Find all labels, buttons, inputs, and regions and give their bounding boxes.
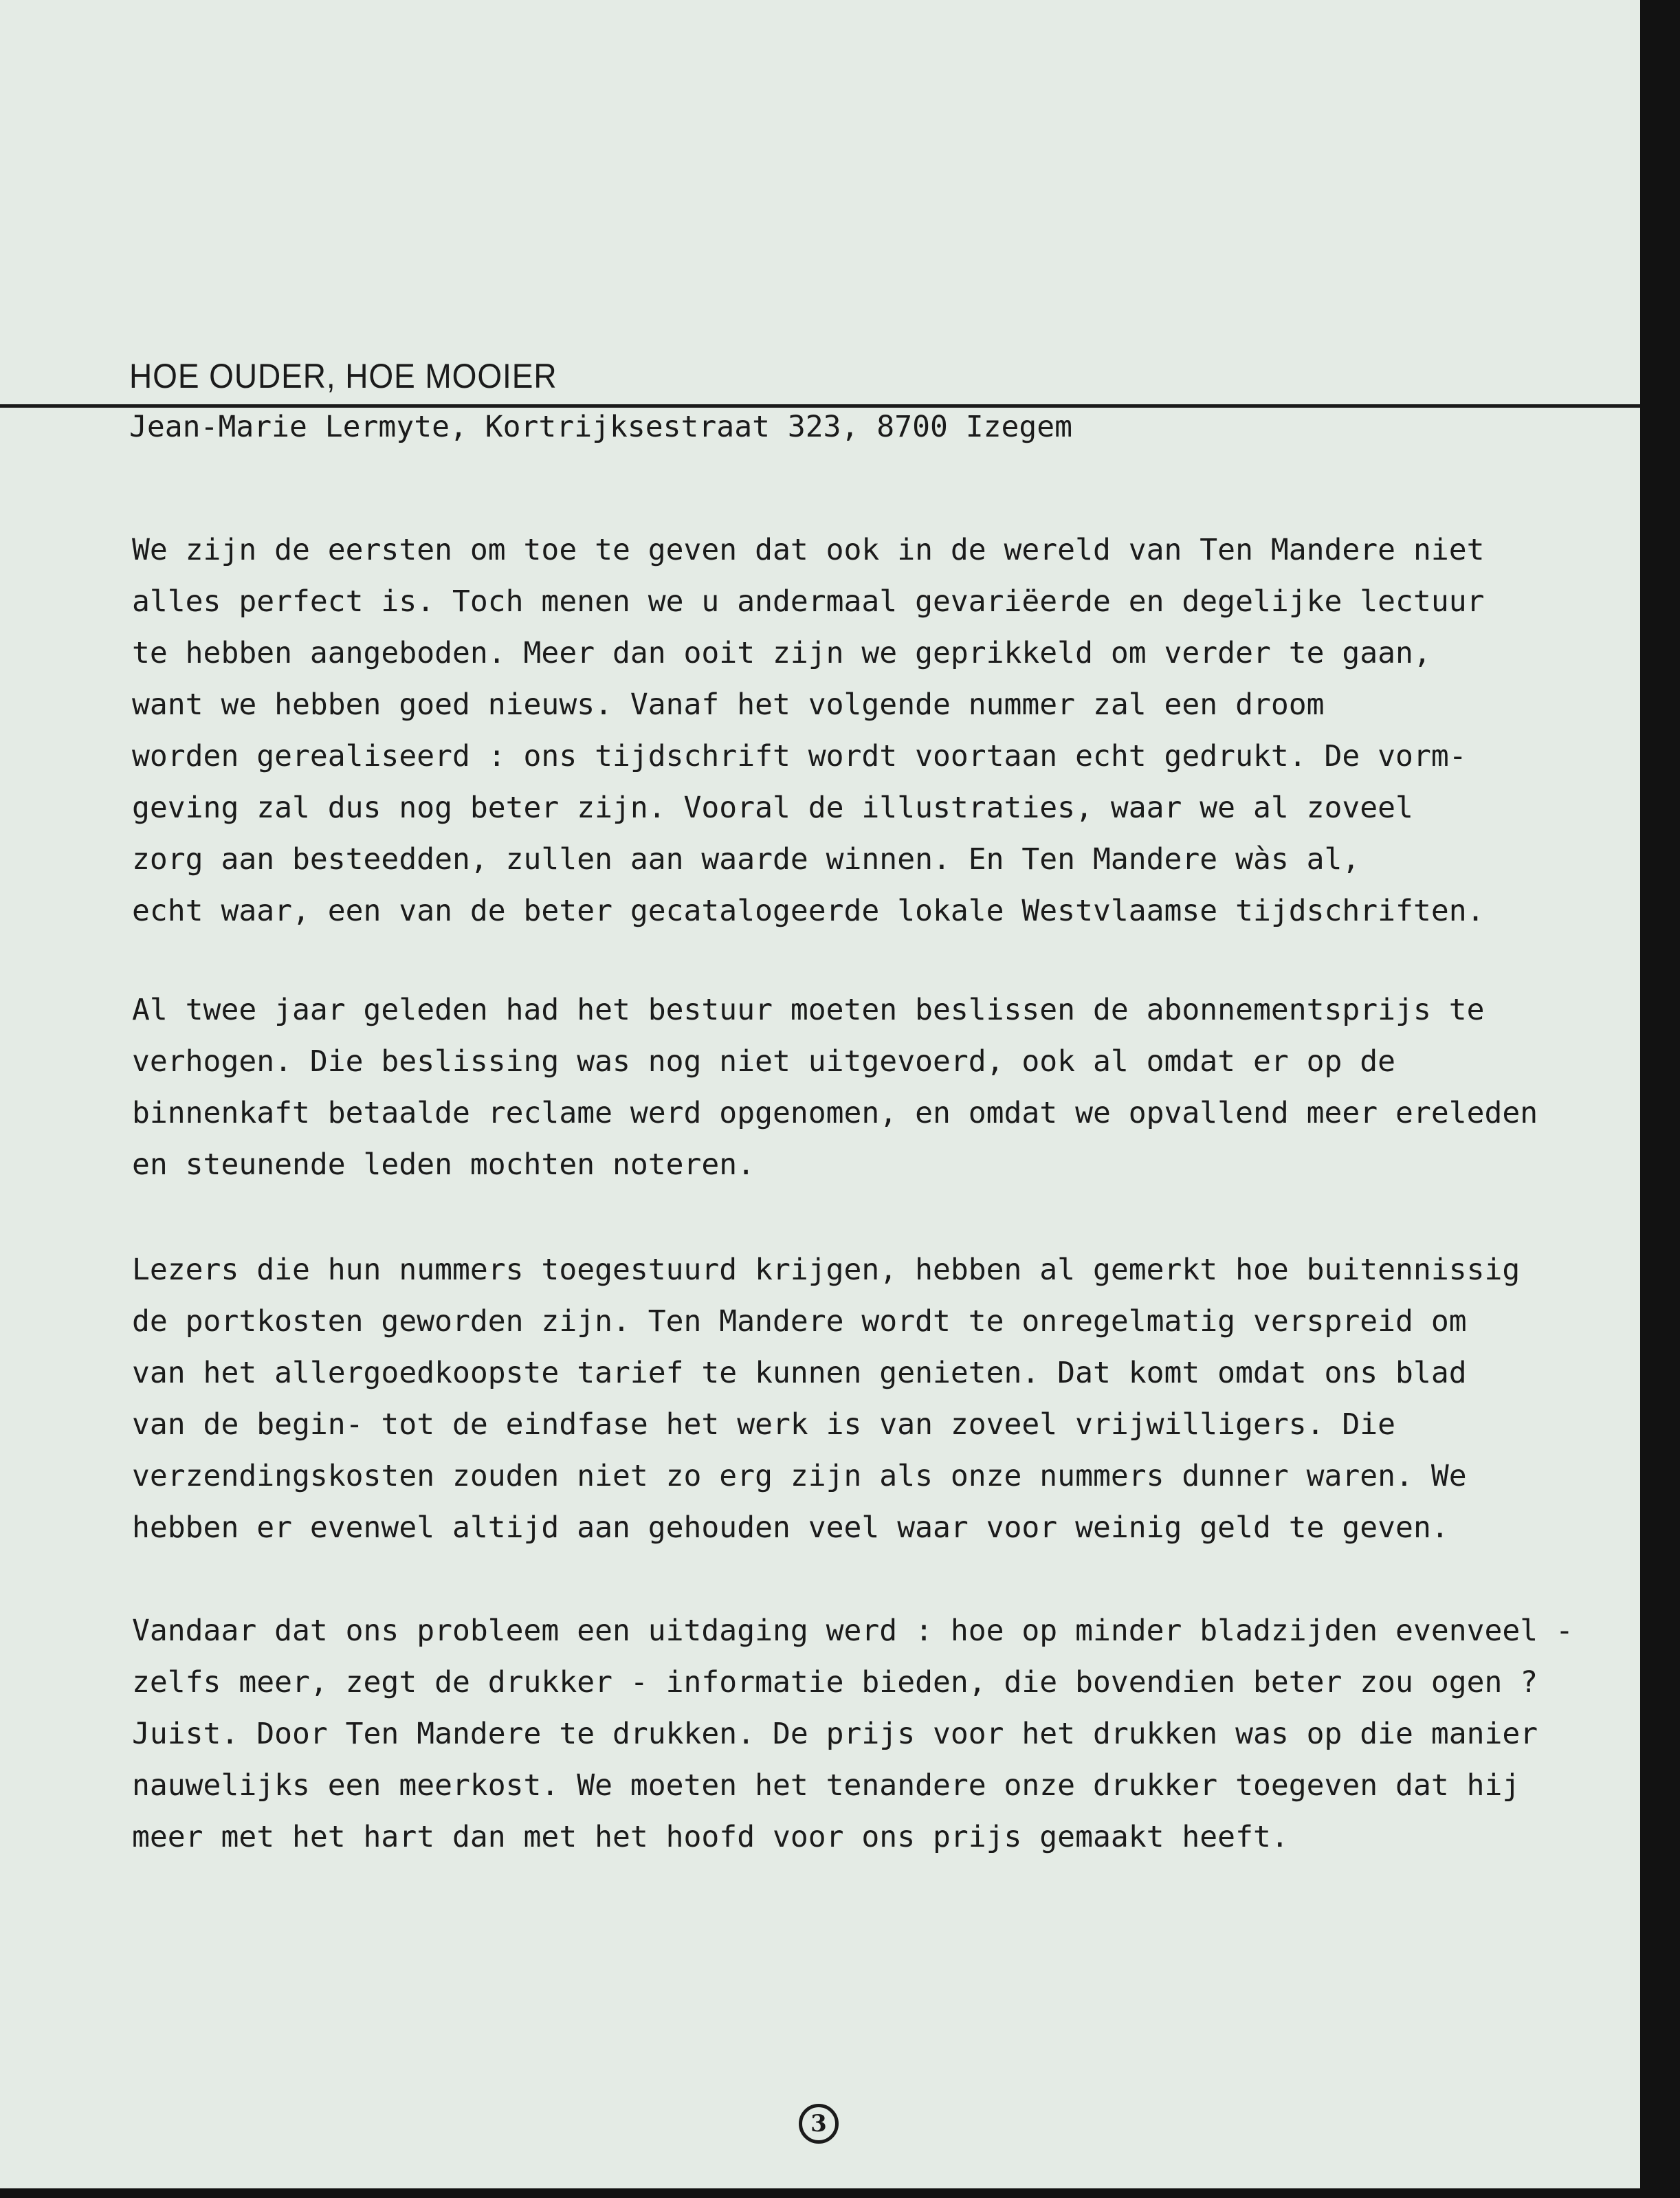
- text-line: en steunende leden mochten noteren.: [132, 1147, 755, 1182]
- article-title: HOE OUDER, HOE MOOIER: [129, 357, 557, 395]
- text-line: zorg aan besteedden, zullen aan waarde winnen. En Ten Mandere wàs al,: [132, 842, 1360, 877]
- text-line: We zijn de eersten om toe te geven dat ook in de wereld van Ten Mandere niet: [132, 533, 1485, 567]
- text-line: Juist. Door Ten Mandere te drukken. De prijs voor het drukken was op die manier: [132, 1717, 1538, 1751]
- text-line: hebben er evenwel altijd aan gehouden veel waar voor weinig geld te geven.: [132, 1510, 1449, 1545]
- text-line: echt waar, een van de beter gecatalogeerde lokale Westvlaamse tijdschriften.: [132, 894, 1485, 928]
- text-line: verzendingskosten zouden niet zo erg zijn als onze nummers dunner waren. We: [132, 1459, 1467, 1493]
- text-line: de portkosten geworden zijn. Ten Mandere wordt te onregelmatig verspreid om: [132, 1304, 1467, 1339]
- paragraph-2: [132, 985, 1538, 1191]
- text-line: worden gerealiseerd : ons tijdschrift wordt voortaan echt gedrukt. De vorm-: [132, 739, 1467, 773]
- text-line: alles perfect is. Toch menen we u andermaal gevariëerde en degelijke lectuur: [132, 584, 1485, 619]
- title-divider: [0, 404, 1640, 408]
- text-line: meer met het hart dan met het hoofd voor ons prijs gemaakt heeft.: [132, 1820, 1289, 1854]
- page-edge-right: [1640, 0, 1680, 2198]
- paragraph-4: [132, 1605, 1573, 1863]
- text-line: van het allergoedkoopste tarief te kunnen genieten. Dat komt omdat ons blad: [132, 1356, 1467, 1390]
- text-line: binnenkaft betaalde reclame werd opgenomen, en omdat we opvallend meer ereleden: [132, 1096, 1538, 1130]
- paragraph-1: [132, 525, 1507, 937]
- text-line: nauwelijks een meerkost. We moeten het tenandere onze drukker toegeven dat hij: [132, 1768, 1521, 1803]
- text-line: Vandaar dat ons probleem een uitdaging werd : hoe op minder bladzijden evenveel -: [132, 1614, 1573, 1648]
- text-line: Lezers die hun nummers toegestuurd krijgen, hebben al gemerkt hoe buitennissig: [132, 1253, 1521, 1287]
- page-edge-bottom: [0, 2188, 1680, 2198]
- text-line: van de begin- tot de eindfase het werk is van zoveel vrijwilligers. Die: [132, 1407, 1396, 1442]
- text-line: zelfs meer, zegt de drukker - informatie bieden, die bovendien beter zou ogen ?: [132, 1665, 1538, 1700]
- text-line: geving zal dus nog beter zijn. Vooral de illustraties, waar we al zoveel: [132, 791, 1413, 825]
- page-number: 3: [799, 2104, 839, 2144]
- text-line: want we hebben goed nieuws. Vanaf het volgende nummer zal een droom: [132, 688, 1325, 722]
- text-line: verhogen. Die beslissing was nog niet uitgevoerd, ook al omdat er op de: [132, 1044, 1396, 1079]
- paragraph-3: [132, 1244, 1521, 1554]
- text-line: te hebben aangeboden. Meer dan ooit zijn we geprikkeld om verder te gaan,: [132, 636, 1431, 670]
- text-line: Al twee jaar geleden had het bestuur moeten beslissen de abonnementsprijs te: [132, 993, 1485, 1027]
- article-author: Jean-Marie Lermyte, Kortrijksestraat 323, 8700 Izegem: [129, 410, 1073, 444]
